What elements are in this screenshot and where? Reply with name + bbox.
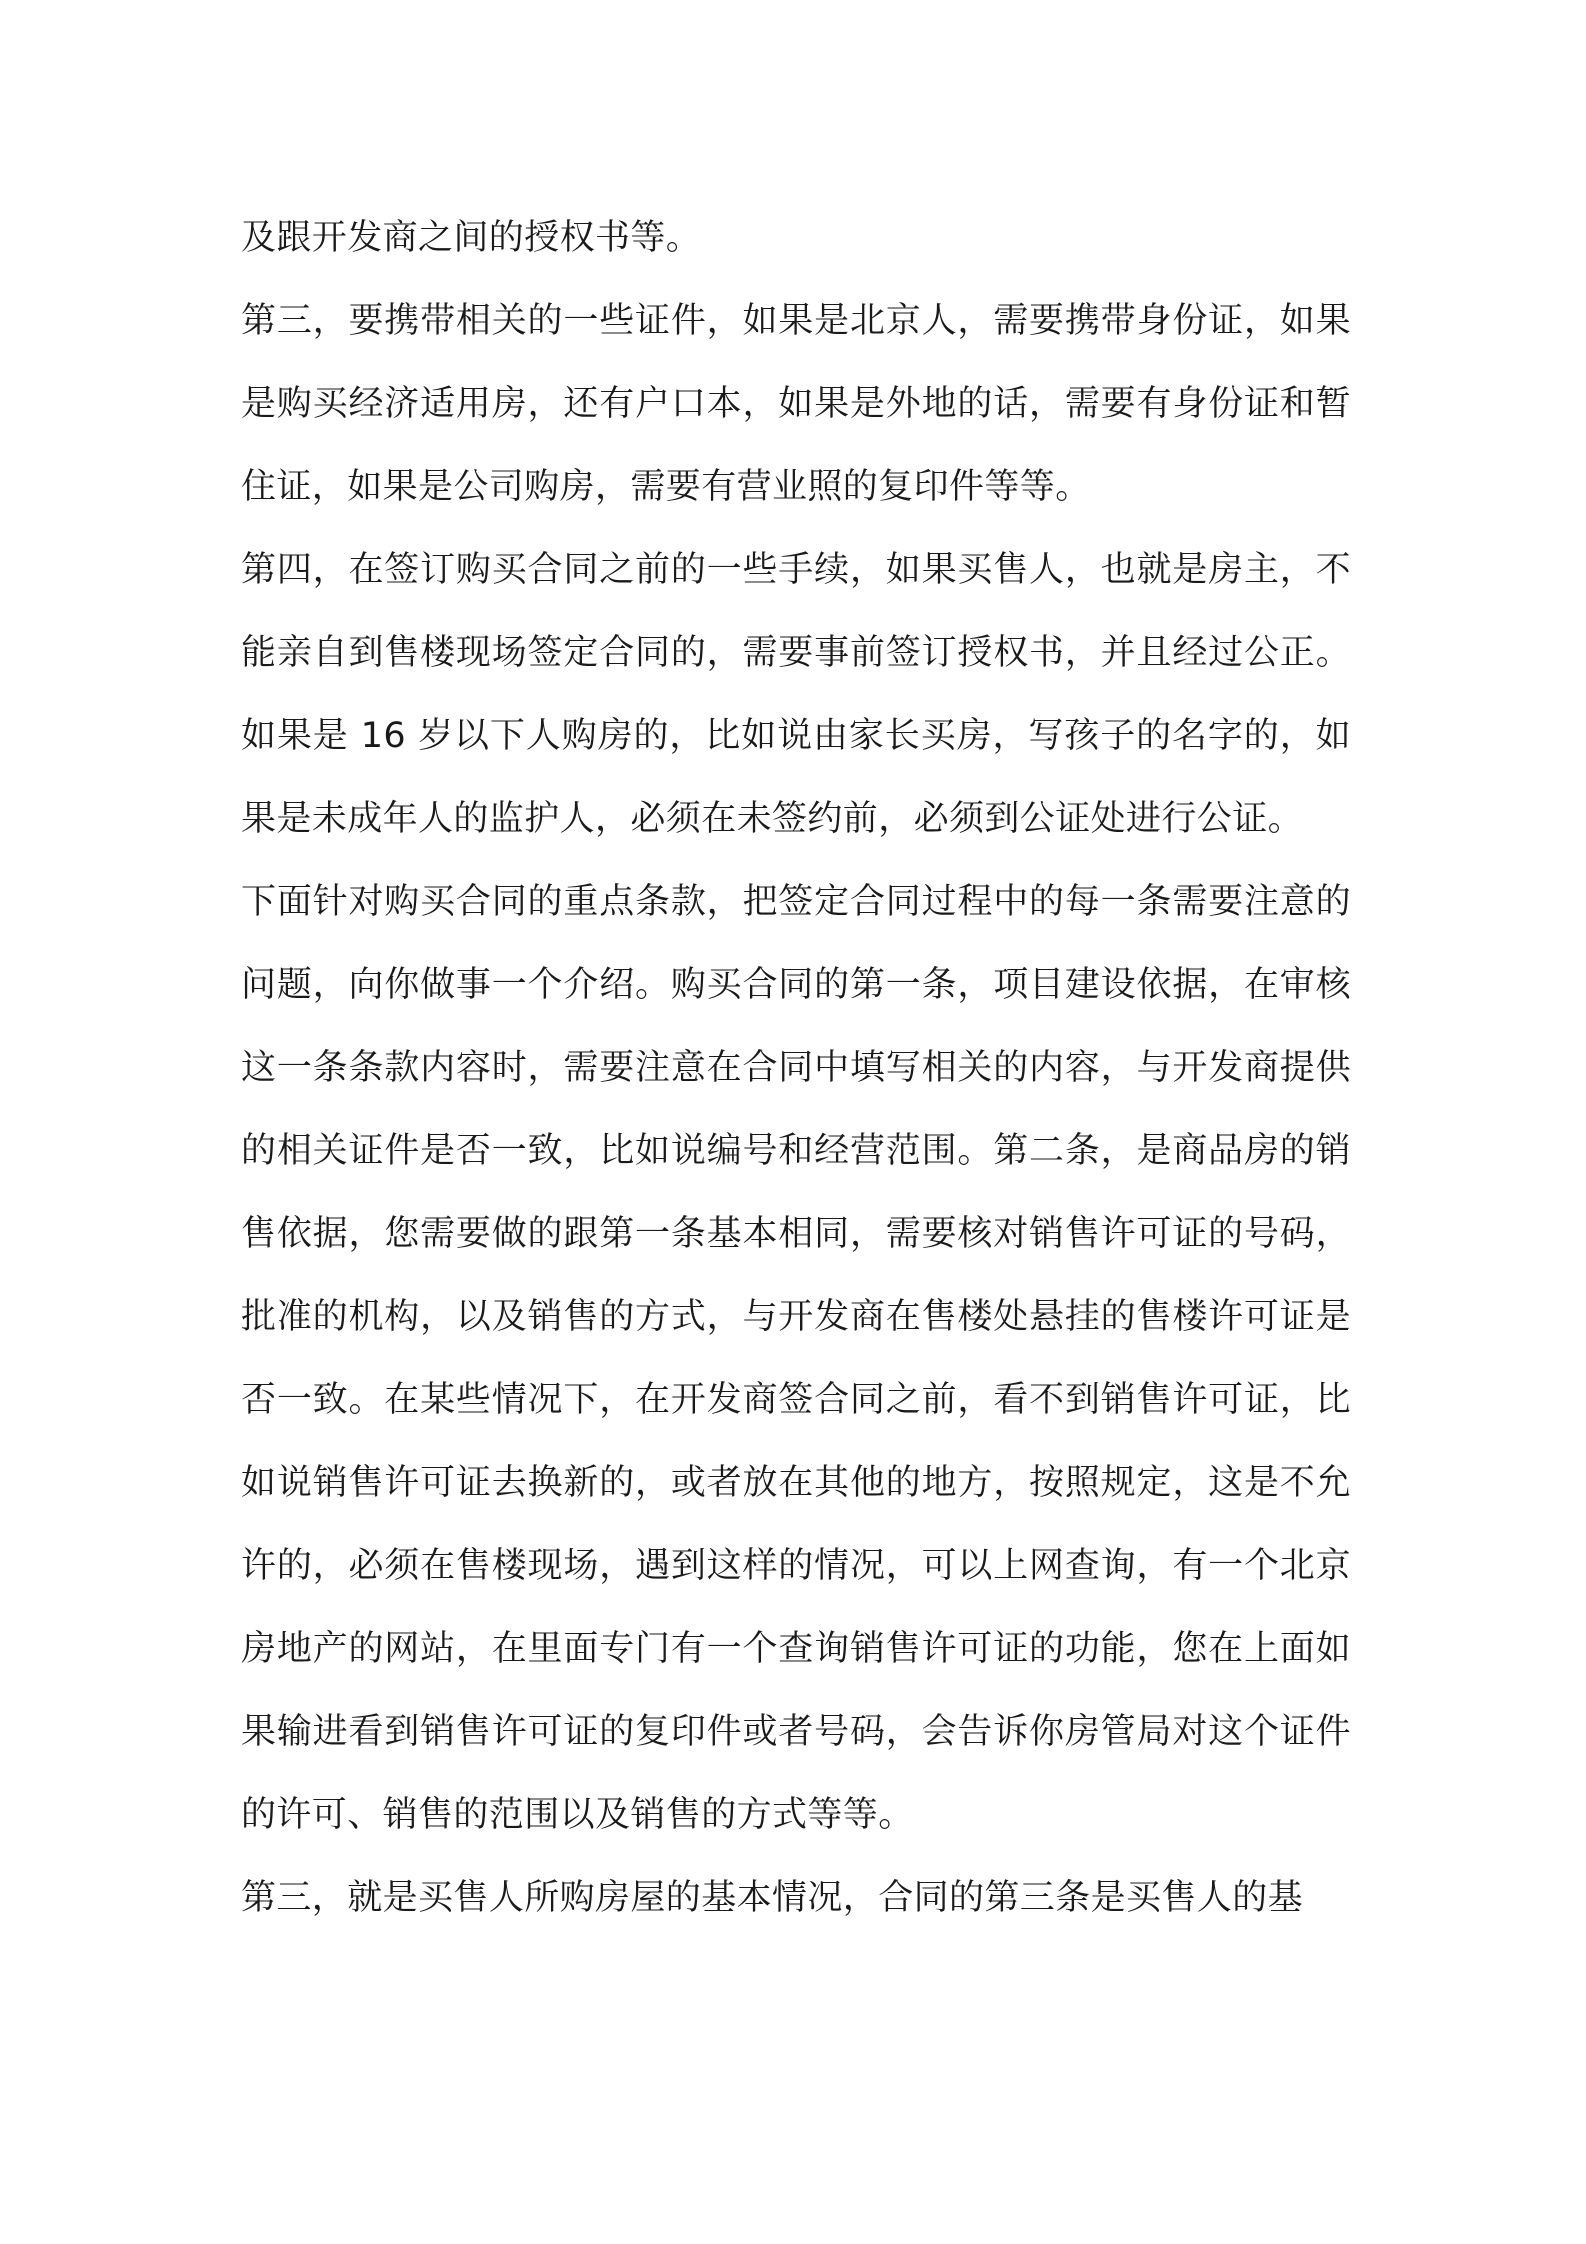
document-body — [241, 197, 1351, 1940]
paragraph-third-house-info: 第三，就是买售人所购房屋的基本情况，合同的第三条是买售人的基 — [241, 1878, 1304, 1918]
paragraph-authorization-end: 及跟开发商之间的授权书等。 — [241, 218, 702, 258]
paragraph-contract-clauses: 下面针对购买合同的重点条款，把签定合同过程中的每一条需要注意的问题，向你做事一个介绍。购买合同的第一条，项目建设依据，在审核这一条条款内容时，需要注意在合同中填写相关的内容，与开发商提供的相关证件是否一致，比如说编号和经营范围。第二条，是商品房的销售依据，您需要做的跟第一条基本相同，需要核对销售许可证的号码，批准的机构，以及销售的方式，与开发商在售楼处悬挂的售楼许可证是否一致。在某些情况下，在开发商签合同之前，看不到销售许可证，比如说销售许可证去换新的，或者放在其他的地方，按照规定，这是不允许的，必须在售楼现场，遇到这样的情况，可以上网查询，有一个北京房地产的网站，在里面专门有一个查询销售许可证的功能，您在上面如果输进看到销售许可证的复印件或者号码，会告诉你房管局对这个证件的许可、销售的范围以及销售的方式等等。 — [241, 882, 1351, 1835]
paragraph-third-documents: 第三，要携带相关的一些证件，如果是北京人，需要携带身份证，如果是购买经济适用房，还有户口本，如果是外地的话，需要有身份证和暂住证，如果是公司购房，需要有营业照的复印件等等。 — [241, 301, 1351, 507]
paragraph-fourth-procedures: 第四，在签订购买合同之前的一些手续，如果买售人，也就是房主，不能亲自到售楼现场签定合同的，需要事前签订授权书，并且经过公正。如果是 16 岁以下人购房的，比如说由家长买房，写孩子的名字的，如果是未成年人的监护人，必须在未签约前，必须到公证处进行公证。 — [241, 550, 1351, 839]
